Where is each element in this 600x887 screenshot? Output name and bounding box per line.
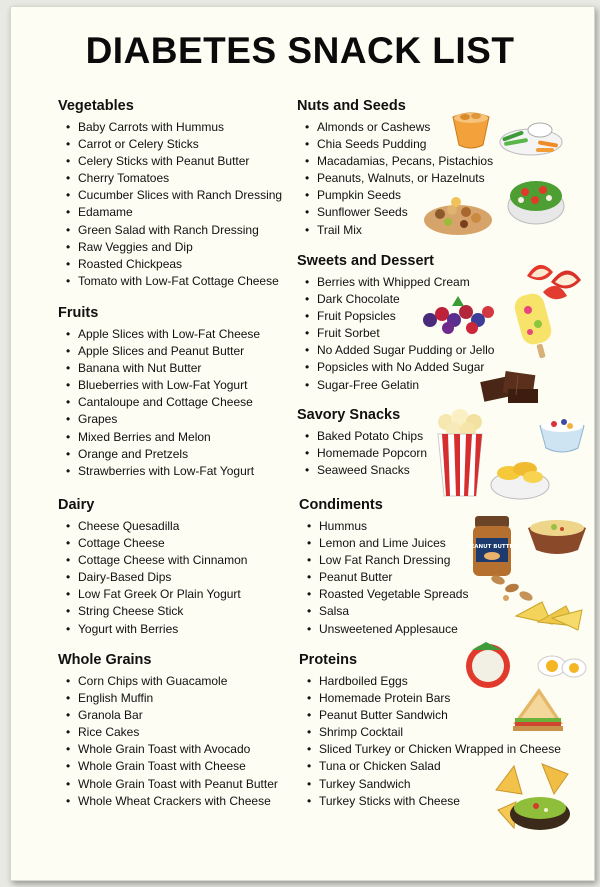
yogurt-bowl-icon	[536, 410, 588, 456]
list-item: • Homemade Popcorn	[297, 445, 427, 462]
list-item: • Homemade Protein Bars	[299, 690, 561, 707]
section-heading: Dairy	[58, 497, 95, 513]
list-item: • Strawberries with Low-Fat Yogurt	[58, 463, 260, 480]
list-item: • Almonds or Cashews	[297, 119, 493, 136]
list-item: • Dairy-Based Dips	[58, 569, 247, 586]
list-item: • Seaweed Snacks	[297, 462, 427, 479]
list-item: • Turkey Sticks with Cheese	[299, 793, 561, 810]
crackers-icon	[512, 596, 586, 632]
list-item: • Apple Slices with Low-Fat Cheese	[58, 326, 260, 343]
list-item: • Trail Mix	[297, 222, 493, 239]
sandwich-icon	[509, 684, 567, 732]
section-heading: Fruits	[58, 305, 99, 321]
list-item: • Mixed Berries and Melon	[58, 429, 260, 446]
list-item: • String Cheese Stick	[58, 603, 247, 620]
potato-chips-bowl-icon	[489, 455, 551, 501]
list-item: • Low Fat Ranch Dressing	[299, 552, 468, 569]
list-item: • Cheese Quesadilla	[58, 518, 247, 535]
list-item: • Granola Bar	[58, 707, 278, 724]
list-item: • Raw Veggies and Dip	[58, 239, 282, 256]
list-item: • Peanuts, Walnuts, or Hazelnuts	[297, 170, 493, 187]
jar-label-text: PEANUT BUTTER	[466, 544, 518, 550]
list-item: • Roasted Chickpeas	[58, 256, 282, 273]
list-item: • Hummus	[299, 518, 468, 535]
peanut-butter-jar-icon	[466, 514, 518, 578]
section-condiments	[299, 496, 468, 638]
list-item: • Baby Carrots with Hummus	[58, 119, 282, 136]
section-fruits	[58, 304, 260, 480]
section-whole-grains	[58, 651, 278, 810]
list-item: • Sugar-Free Gelatin	[297, 377, 494, 394]
list-item: • Whole Wheat Crackers with Cheese	[58, 793, 278, 810]
list-item: • Tomato with Low-Fat Cottage Cheese	[58, 273, 282, 290]
item-list	[58, 518, 247, 638]
mixed-berries-icon	[418, 290, 502, 338]
list-item: • Orange and Pretzels	[58, 446, 260, 463]
list-item: • Pumpkin Seeds	[297, 187, 493, 204]
section-heading: Condiments	[299, 497, 383, 513]
list-item: • Cottage Cheese	[58, 535, 247, 552]
section-heading: Proteins	[299, 652, 358, 668]
fruit-popsicle-icon	[510, 290, 560, 360]
list-item: • Shrimp Cocktail	[299, 724, 561, 741]
list-item: • English Muffin	[58, 690, 278, 707]
veggie-dip-platter-icon	[498, 108, 564, 158]
list-item: • Cantaloupe and Cottage Cheese	[58, 394, 260, 411]
list-item: • Sunflower Seeds	[297, 204, 493, 221]
list-item: • Carrot or Celery Sticks	[58, 136, 282, 153]
item-list	[58, 326, 260, 480]
list-item: • Turkey Sandwich	[299, 776, 561, 793]
list-item: • No Added Sugar Pudding or Jello	[297, 342, 494, 359]
section-heading: Nuts and Seeds	[297, 98, 406, 114]
dark-chocolate-icon	[478, 365, 548, 407]
hummus-bowl-icon	[526, 512, 588, 558]
list-item: • Whole Grain Toast with Peanut Butter	[58, 776, 278, 793]
list-item: • Low Fat Greek Or Plain Yogurt	[58, 586, 247, 603]
chips-guacamole-icon	[492, 760, 578, 834]
list-item: • Peanut Butter Sandwich	[299, 707, 561, 724]
section-heading: Vegetables	[58, 98, 134, 114]
list-item: • Blueberries with Low-Fat Yogurt	[58, 377, 260, 394]
section-heading: Sweets and Dessert	[297, 253, 435, 269]
list-item: • Peanut Butter	[299, 569, 468, 586]
list-item: • Sliced Turkey or Chicken Wrapped in Cheese	[299, 741, 561, 758]
popcorn-icon	[434, 408, 486, 498]
list-item: • Yogurt with Berries	[58, 621, 247, 638]
boiled-eggs-icon	[536, 648, 588, 684]
list-item: • Whole Grain Toast with Cheese	[58, 758, 278, 775]
list-item: • Banana with Nut Butter	[58, 360, 260, 377]
list-item: • Whole Grain Toast with Avocado	[58, 741, 278, 758]
item-list	[297, 428, 427, 479]
list-item: • Rice Cakes	[58, 724, 278, 741]
section-vegetables	[58, 97, 282, 290]
list-item: • Tuna or Chicken Salad	[299, 758, 561, 775]
list-item: • Corn Chips with Guacamole	[58, 673, 278, 690]
list-item: • Macadamias, Pecans, Pistachios	[297, 153, 493, 170]
list-item: • Lemon and Lime Juices	[299, 535, 468, 552]
list-item: • Popsicles with No Added Sugar	[297, 359, 494, 376]
list-item: • Celery Sticks with Peanut Butter	[58, 153, 282, 170]
list-item: • Cottage Cheese with Cinnamon	[58, 552, 247, 569]
trail-mix-icon	[420, 190, 495, 238]
list-item: • Edamame	[58, 204, 282, 221]
list-item: • Green Salad with Ranch Dressing	[58, 222, 282, 239]
list-item: • Hardboiled Eggs	[299, 673, 561, 690]
list-item: • Berries with Whipped Cream	[297, 274, 494, 291]
page-title: DIABETES SNACK LIST	[85, 30, 515, 71]
tomato-cheese-icon	[462, 636, 514, 694]
list-item: • Chia Seeds Pudding	[297, 136, 493, 153]
item-list	[299, 518, 468, 638]
list-item: • Unsweetened Applesauce	[299, 621, 468, 638]
list-item: • Grapes	[58, 411, 260, 428]
section-heading: Whole Grains	[58, 652, 152, 668]
item-list	[58, 673, 278, 810]
list-item: • Fruit Popsicles	[297, 308, 494, 325]
section-dairy	[58, 496, 247, 638]
list-item: • Fruit Sorbet	[297, 325, 494, 342]
section-savory	[297, 406, 427, 479]
salad-bowl-icon	[505, 170, 567, 228]
nuts-cup-icon	[447, 105, 495, 151]
list-item: • Apple Slices and Peanut Butter	[58, 343, 260, 360]
list-item: • Baked Potato Chips	[297, 428, 427, 445]
list-item: • Cucumber Slices with Ranch Dressing	[58, 187, 282, 204]
list-item: • Dark Chocolate	[297, 291, 494, 308]
list-item: • Salsa	[299, 603, 468, 620]
list-item: • Roasted Vegetable Spreads	[299, 586, 468, 603]
section-heading: Savory Snacks	[297, 407, 401, 423]
list-item: • Cherry Tomatoes	[58, 170, 282, 187]
item-list	[58, 119, 282, 290]
